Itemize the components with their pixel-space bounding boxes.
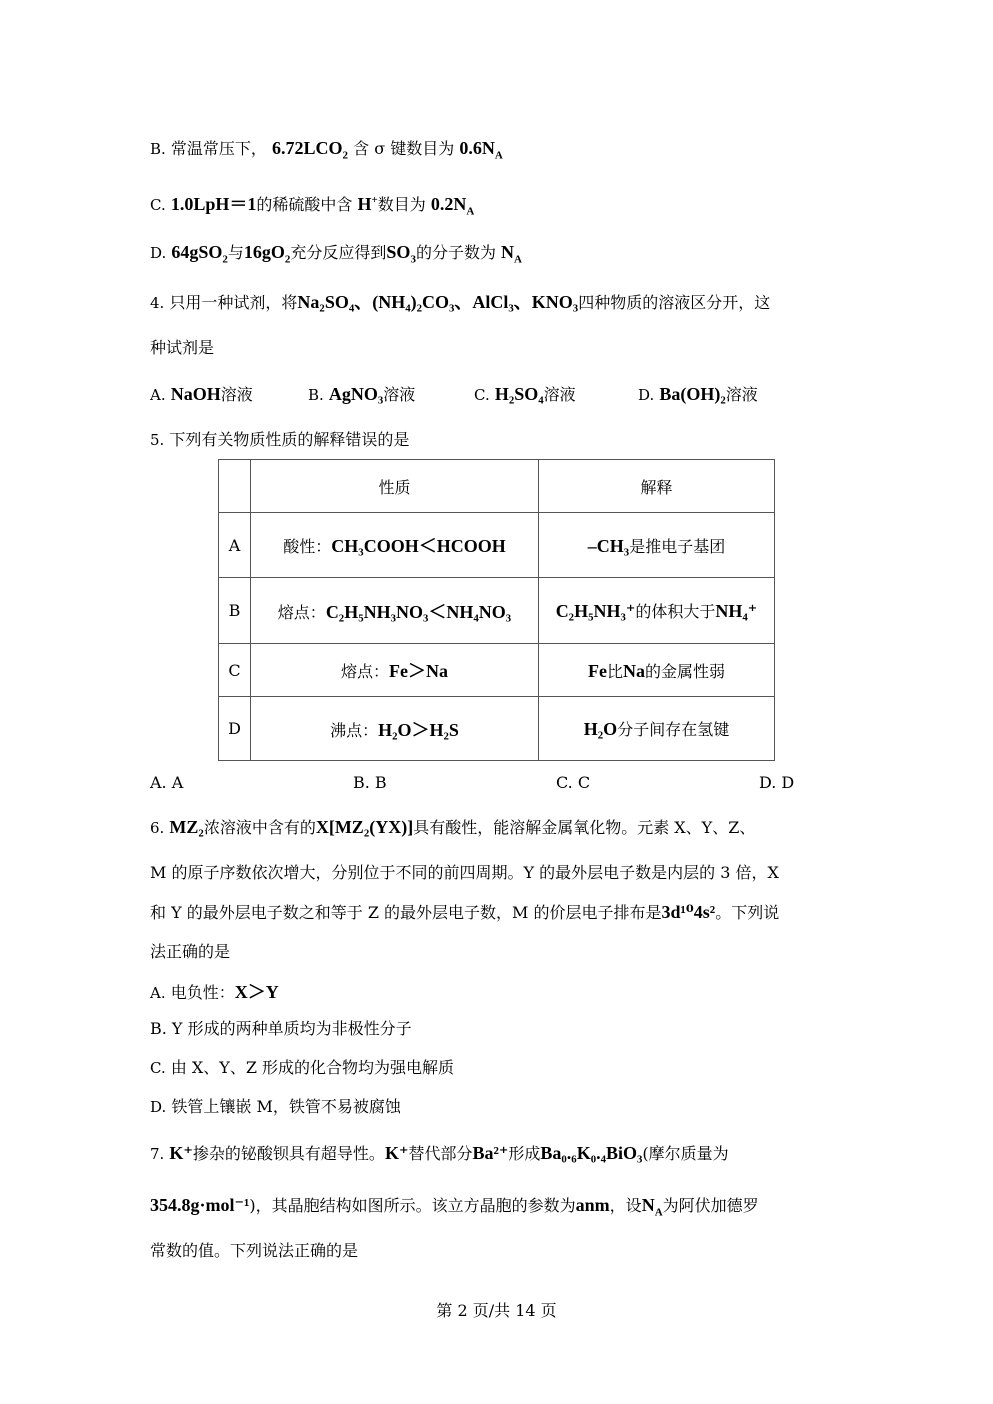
row-property: 熔点：C₂H₅NH₃NO₃＜NH₄NO₃ (251, 578, 539, 644)
q6-stem-line2: M 的原子序数依次增大，分别位于不同的前四周期。Y 的最外层电子数是内层的 3 倍，X (150, 863, 779, 882)
row-explanation: H₂O分子间存在氢键 (539, 697, 775, 761)
q4-stem-line2: 种试剂是 (150, 338, 215, 357)
q3-option-b: B. 常温常压下， $6.72LCO_2$ 含 σ 键数目为 $0.6N_A$ (150, 138, 503, 162)
row-explanation: C₂H₅NH₃⁺的体积大于NH₄⁺ (539, 578, 775, 644)
q3-option-d: D. 64gSO$_2$与$16gO_2$充分反应得到$SO_3$的分子数为 $N_A$ (150, 242, 522, 266)
row-explanation: –CH₃是推电子基团 (539, 513, 775, 578)
q5-answer-d: D. D (759, 773, 795, 792)
row-letter: C (219, 644, 251, 697)
table-corner-cell (219, 460, 251, 513)
q4-stem-line1: 4. 只用一种试剂，将Na₂SO₄、(NH₄)₂CO₃、AlCl₃、KNO₃四种物质的溶液区分开，这 (150, 292, 771, 312)
q4-option-a: A. NaOH溶液 (150, 384, 253, 404)
q4-option-d: D. Ba(OH)₂溶液 (638, 384, 758, 404)
q5-answer-a: A. A (150, 773, 184, 792)
row-letter: D (219, 697, 251, 761)
q6-stem-line3: 和 Y 的最外层电子数之和等于 Z 的最外层电子数，M 的价层电子排布是3d¹⁰4s²。下列说 (150, 902, 780, 922)
row-property: 沸点：H₂O＞H₂S (251, 697, 539, 761)
row-explanation: Fe比Na的金属性弱 (539, 644, 775, 697)
q4-option-b: B. AgNO₃溶液 (308, 384, 416, 404)
table-row (219, 697, 775, 761)
q7-stem-line1: 7. K⁺掺杂的铋酸钡具有超导性。K⁺替代部分Ba²⁺形成Ba₀.₆K₀.₄BiO₃(摩尔质量为 (150, 1143, 729, 1163)
q5-stem: 5. 下列有关物质性质的解释错误的是 (150, 430, 410, 449)
q4-option-c: C. H₂SO₄溶液 (474, 384, 576, 404)
page-number-footer: 第 2 页/共 14 页 (436, 1301, 557, 1320)
row-letter: B (219, 578, 251, 644)
q6-stem-line4: 法正确的是 (150, 942, 231, 961)
q6-option-c: C. 由 X、Y、Z 形成的化合物均为强电解质 (150, 1058, 455, 1077)
properties-table (218, 459, 775, 761)
table-header-row (219, 460, 775, 513)
q3-option-c: C. 1.0LpH＝1的稀硫酸中含 H+数目为 $0.2N_A$ (150, 194, 475, 218)
q7-stem-line3: 常数的值。下列说法正确的是 (150, 1241, 359, 1260)
q7-stem-line2: 354.8g·mol⁻¹)，其晶胞结构如图所示。该立方晶胞的参数为anm，设$N_A$为阿伏加德罗 (150, 1195, 759, 1219)
table-row (219, 644, 775, 697)
q5-answer-b: B. B (353, 773, 387, 792)
q6-option-d: D. 铁管上镶嵌 M，铁管不易被腐蚀 (150, 1097, 401, 1116)
q6-option-a: A. 电负性：X＞Y (150, 982, 279, 1002)
row-property: 酸性：CH₃COOH＜HCOOH (251, 513, 539, 578)
row-letter: A (219, 513, 251, 578)
header-explanation: 解释 (539, 460, 775, 513)
header-property: 性质 (251, 460, 539, 513)
q5-answer-c: C. C (556, 773, 591, 792)
q6-stem-line1: 6. MZ₂浓溶液中含有的X[MZ₂(YX)]具有酸性，能溶解金属氧化物。元素 X、Y、Z、 (150, 817, 756, 837)
row-property: 熔点：Fe＞Na (251, 644, 539, 697)
table-row (219, 513, 775, 578)
q6-option-b: B. Y 形成的两种单质均为非极性分子 (150, 1019, 412, 1038)
table-row (219, 578, 775, 644)
